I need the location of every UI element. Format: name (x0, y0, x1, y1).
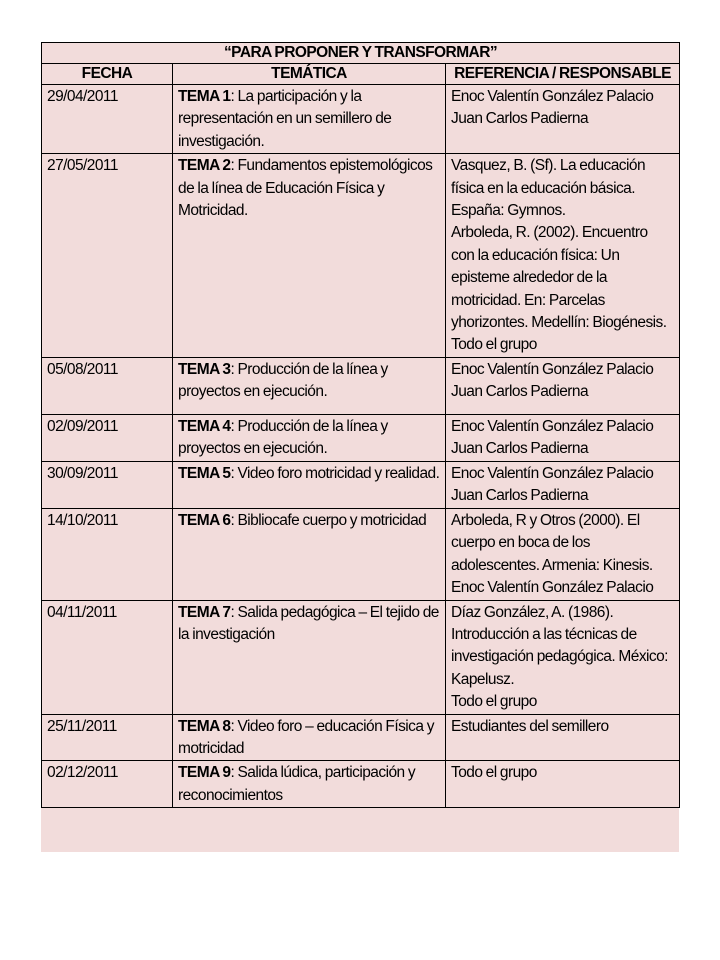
tema-label: TEMA 2 (178, 157, 231, 175)
date-cell (42, 714, 173, 761)
reference-line: Todo el grupo (451, 336, 537, 354)
tema-label: TEMA 8 (178, 717, 231, 735)
date-text: 05/08/2011 (47, 360, 118, 378)
tema-text: : Video foro – educación Física y motricidad (178, 717, 434, 757)
reference-line: Enoc Valentín González Palacio (451, 88, 654, 105)
schedule-table (41, 42, 680, 808)
topic-cell (173, 85, 446, 154)
reference-line: Todo el grupo (451, 764, 537, 782)
tema-text: : Salida pedagógica – El tejido de la investigación (178, 603, 439, 643)
tema-text: : Video foro motricidad y realidad. (230, 464, 440, 482)
date-cell (42, 357, 173, 414)
tema-text: : Producción de la línea y proyectos en ejecución. (178, 360, 388, 401)
date-text: 25/11/2011 (47, 717, 117, 735)
reference-line: Enoc Valentín González Palacio (451, 360, 654, 378)
topic-cell (173, 508, 446, 600)
date-text: 27/05/2011 (47, 157, 118, 175)
table-row (42, 761, 680, 808)
reference-cell (446, 357, 680, 414)
tema-label: TEMA 6 (178, 511, 231, 529)
date-cell (42, 154, 173, 358)
tema-label: TEMA 1 (178, 88, 231, 105)
tema-text: : Salida lúdica, participación y reconocimientos (178, 764, 416, 804)
reference-cell (446, 761, 680, 808)
header-reference: REFERENCIA / RESPONSABLE (446, 64, 680, 85)
topic-cell (173, 414, 446, 461)
tema-label: TEMA 3 (178, 360, 231, 378)
tema-text: : Producción de la línea y proyectos en ejecución. (178, 417, 388, 458)
topic-cell (173, 761, 446, 808)
topic-cell (173, 461, 446, 508)
reference-line: Juan Carlos Padierna (451, 440, 589, 458)
table-row (42, 85, 680, 154)
header-topic: TEMÁTICA (173, 64, 446, 85)
date-cell (42, 85, 173, 154)
table-title: “PARA PROPONER Y TRANSFORMAR” (42, 43, 680, 64)
date-text: 02/09/2011 (47, 417, 118, 435)
table-row (42, 714, 680, 761)
table-row (42, 357, 680, 414)
reference-line: Arboleda, R. (2002). Encuentro con la educación física: Un episteme alrededor de la motricidad. En: Parcelas yhorizontes. Medellín: Biogénesis. (451, 224, 667, 332)
reference-line: Arboleda, R y Otros (2000). El cuerpo en boca de los adolescentes. Armenia: Kinesis. (451, 511, 653, 574)
reference-line: Juan Carlos Padierna (451, 383, 589, 401)
reference-line: Todo el grupo (451, 693, 537, 711)
reference-line: Enoc Valentín González Palacio (451, 464, 654, 482)
topic-cell (173, 714, 446, 761)
reference-line: Enoc Valentín González Palacio (451, 417, 654, 435)
date-cell (42, 508, 173, 600)
tema-text: : Fundamentos epistemológicos de la línea de Educación Física y Motricidad. (178, 157, 433, 220)
date-cell (42, 414, 173, 461)
table-row (42, 461, 680, 508)
table-row (42, 508, 680, 600)
tema-label: TEMA 4 (178, 417, 231, 435)
reference-cell (446, 414, 680, 461)
reference-line: Juan Carlos Padierna (451, 110, 589, 128)
table-row (42, 154, 680, 358)
reference-line: Enoc Valentín González Palacio (451, 579, 654, 597)
table-row (42, 600, 680, 714)
date-cell (42, 761, 173, 808)
table-row (42, 414, 680, 461)
shaded-footer-band (41, 808, 679, 852)
tema-label: TEMA 7 (178, 603, 231, 621)
header-date: FECHA (42, 64, 173, 85)
reference-cell (446, 154, 680, 358)
date-text: 30/09/2011 (47, 464, 118, 482)
reference-cell (446, 508, 680, 600)
reference-line: Díaz González, A. (1986). Introducción a las técnicas de investigación pedagógica. México: Kapelusz. (451, 603, 668, 688)
reference-cell (446, 714, 680, 761)
date-cell (42, 461, 173, 508)
reference-cell (446, 85, 680, 154)
date-text: 02/12/2011 (47, 764, 118, 782)
date-text: 29/04/2011 (47, 88, 118, 105)
date-cell (42, 600, 173, 714)
topic-cell (173, 154, 446, 358)
topic-cell (173, 357, 446, 414)
reference-line: Estudiantes del semillero (451, 717, 609, 735)
document-page (41, 42, 679, 852)
date-text: 04/11/2011 (47, 603, 117, 621)
tema-label: TEMA 9 (178, 764, 231, 782)
reference-line: Juan Carlos Padierna (451, 487, 589, 505)
tema-text: : Bibliocafe cuerpo y motricidad (230, 511, 427, 529)
topic-cell (173, 600, 446, 714)
reference-cell (446, 461, 680, 508)
reference-line: Vasquez, B. (Sf). La educación física en la educación básica. España: Gymnos. (451, 157, 646, 220)
tema-text: : La participación y la representación en un semillero de investigación. (178, 88, 392, 150)
tema-label: TEMA 5 (178, 464, 231, 482)
reference-cell (446, 600, 680, 714)
title-row (42, 43, 680, 64)
date-text: 14/10/2011 (47, 511, 118, 529)
header-row (42, 64, 680, 85)
